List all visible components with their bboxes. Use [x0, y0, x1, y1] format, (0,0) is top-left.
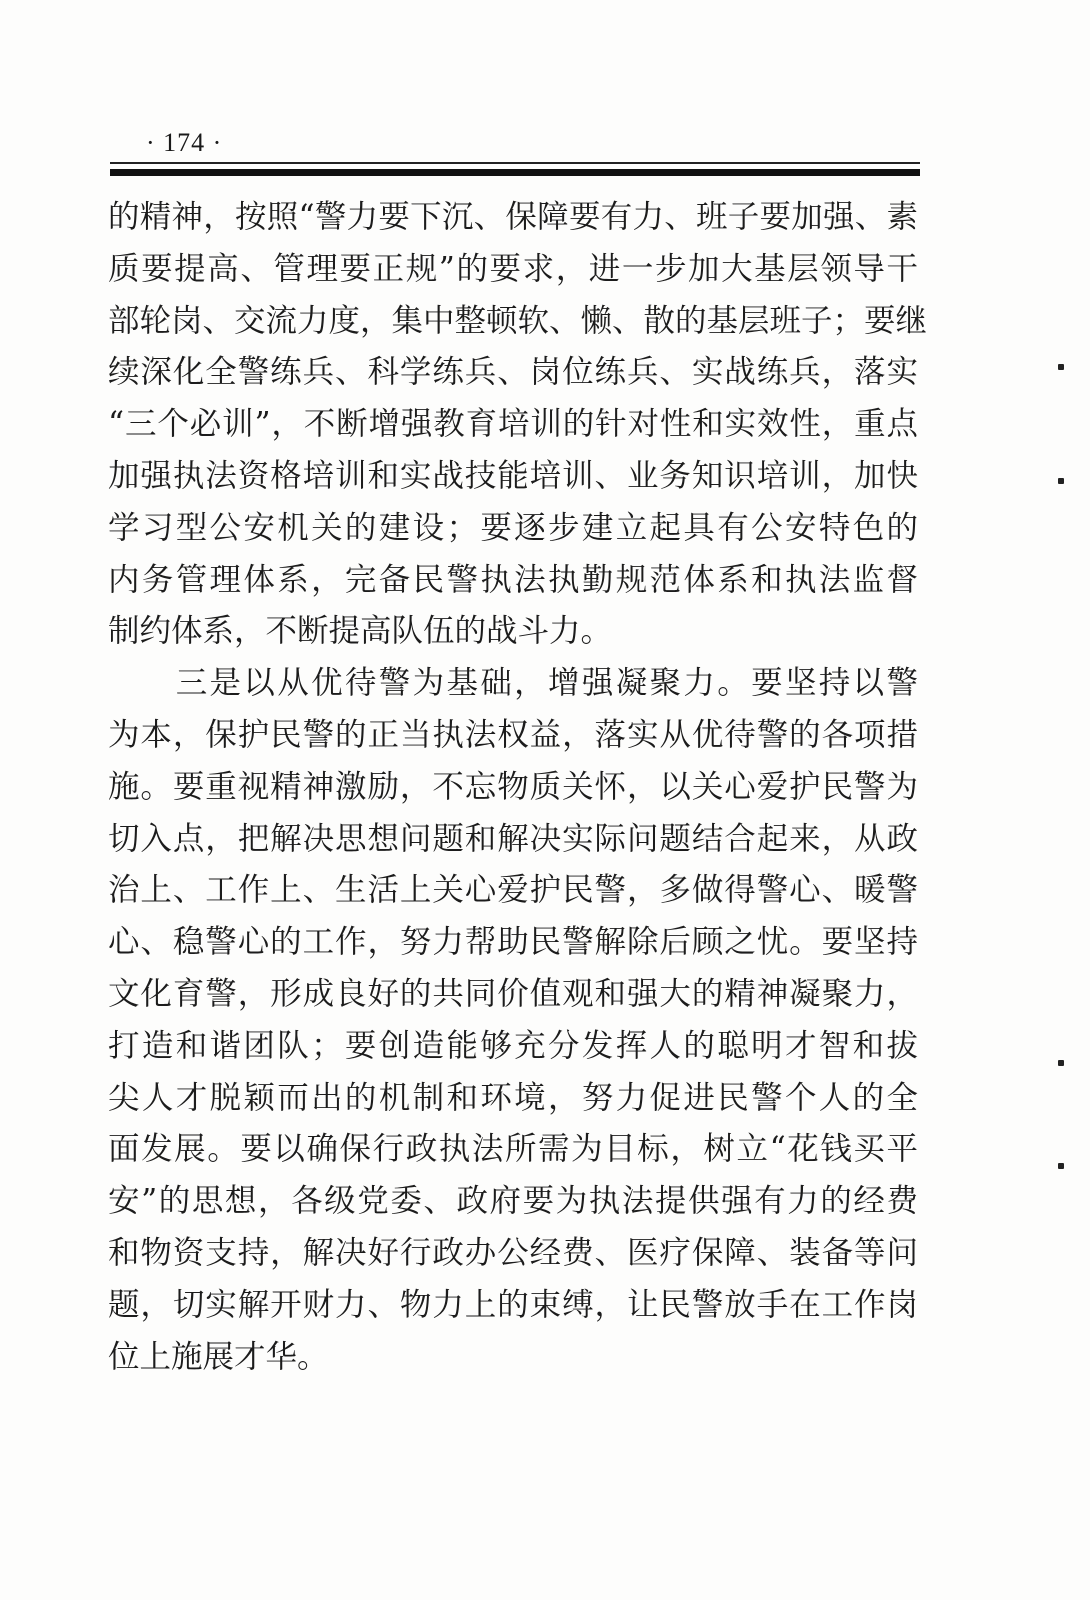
text-line: 续深化全警练兵、科学练兵、岗位练兵、实战练兵，落实: [108, 354, 918, 391]
scan-margin-dot: [1058, 364, 1064, 370]
paragraph-2: [108, 658, 918, 1383]
text-line: 打造和谐团队；要创造能够充分发挥人的聪明才智和拔: [108, 1027, 918, 1064]
text-line: 质要提高、管理要正规”的要求，进一步加大基层领导干: [108, 250, 918, 287]
scan-margin-dot: [1058, 478, 1064, 484]
text-line: 心、稳警心的工作，努力帮助民警解除后顾之忧。要坚持: [108, 924, 918, 961]
text-line: 面发展。要以确保行政执法所需为目标，树立“花钱买平: [108, 1131, 918, 1168]
text-line: 位上施展才华。: [108, 1338, 329, 1375]
text-line: “三个必训”，不断增强教育培训的针对性和实效性，重点: [108, 406, 918, 443]
header-rule-thin: [110, 162, 920, 164]
text-line: 题，切实解开财力、物力上的束缚，让民警放手在工作岗: [108, 1286, 918, 1323]
text-line: 三是以从优待警为基础，增强凝聚力。要坚持以警: [108, 665, 918, 702]
text-line: 施。要重视精神激励，不忘物质关怀，以关心爱护民警为: [108, 768, 918, 805]
scan-margin-dot: [1058, 1060, 1064, 1066]
text-line: 部轮岗、交流力度，集中整顿软、懒、散的基层班子；要继: [108, 302, 928, 339]
text-line: 尖人才脱颖而出的机制和环境，努力促进民警个人的全: [108, 1079, 918, 1116]
text-line: 和物资支持，解决好行政办公经费、医疗保障、装备等问: [108, 1234, 918, 1271]
text-line: 为本，保护民警的正当执法权益，落实从优待警的各项措: [108, 716, 918, 753]
paragraph-1: [108, 192, 928, 658]
text-line: 学习型公安机关的建设；要逐步建立起具有公安特色的: [108, 509, 918, 546]
text-line: 制约体系，不断提高队伍的战斗力。: [108, 613, 613, 650]
scan-margin-dot: [1058, 1163, 1064, 1169]
text-line: 治上、工作上、生活上关心爱护民警，多做得警心、暖警: [108, 872, 918, 909]
text-line: 的精神，按照“警力要下沉、保障要有力、班子要加强、素: [108, 199, 918, 235]
text-line: 加强执法资格培训和实战技能培训、业务知识培训，加快: [108, 457, 918, 494]
text-line: 文化育警，形成良好的共同价值观和强大的精神凝聚力，: [108, 975, 918, 1012]
text-line: 安”的思想，各级党委、政府要为执法提供强有力的经费: [108, 1183, 918, 1220]
text-line: 内务管理体系，完备民警执法执勤规范体系和执法监督: [108, 561, 918, 598]
body-text: [108, 192, 928, 1383]
text-line: 切入点，把解决思想问题和解决实际问题结合起来，从政: [108, 820, 918, 857]
header-rule-thick: [110, 169, 920, 176]
page-number: · 174 ·: [146, 128, 223, 157]
